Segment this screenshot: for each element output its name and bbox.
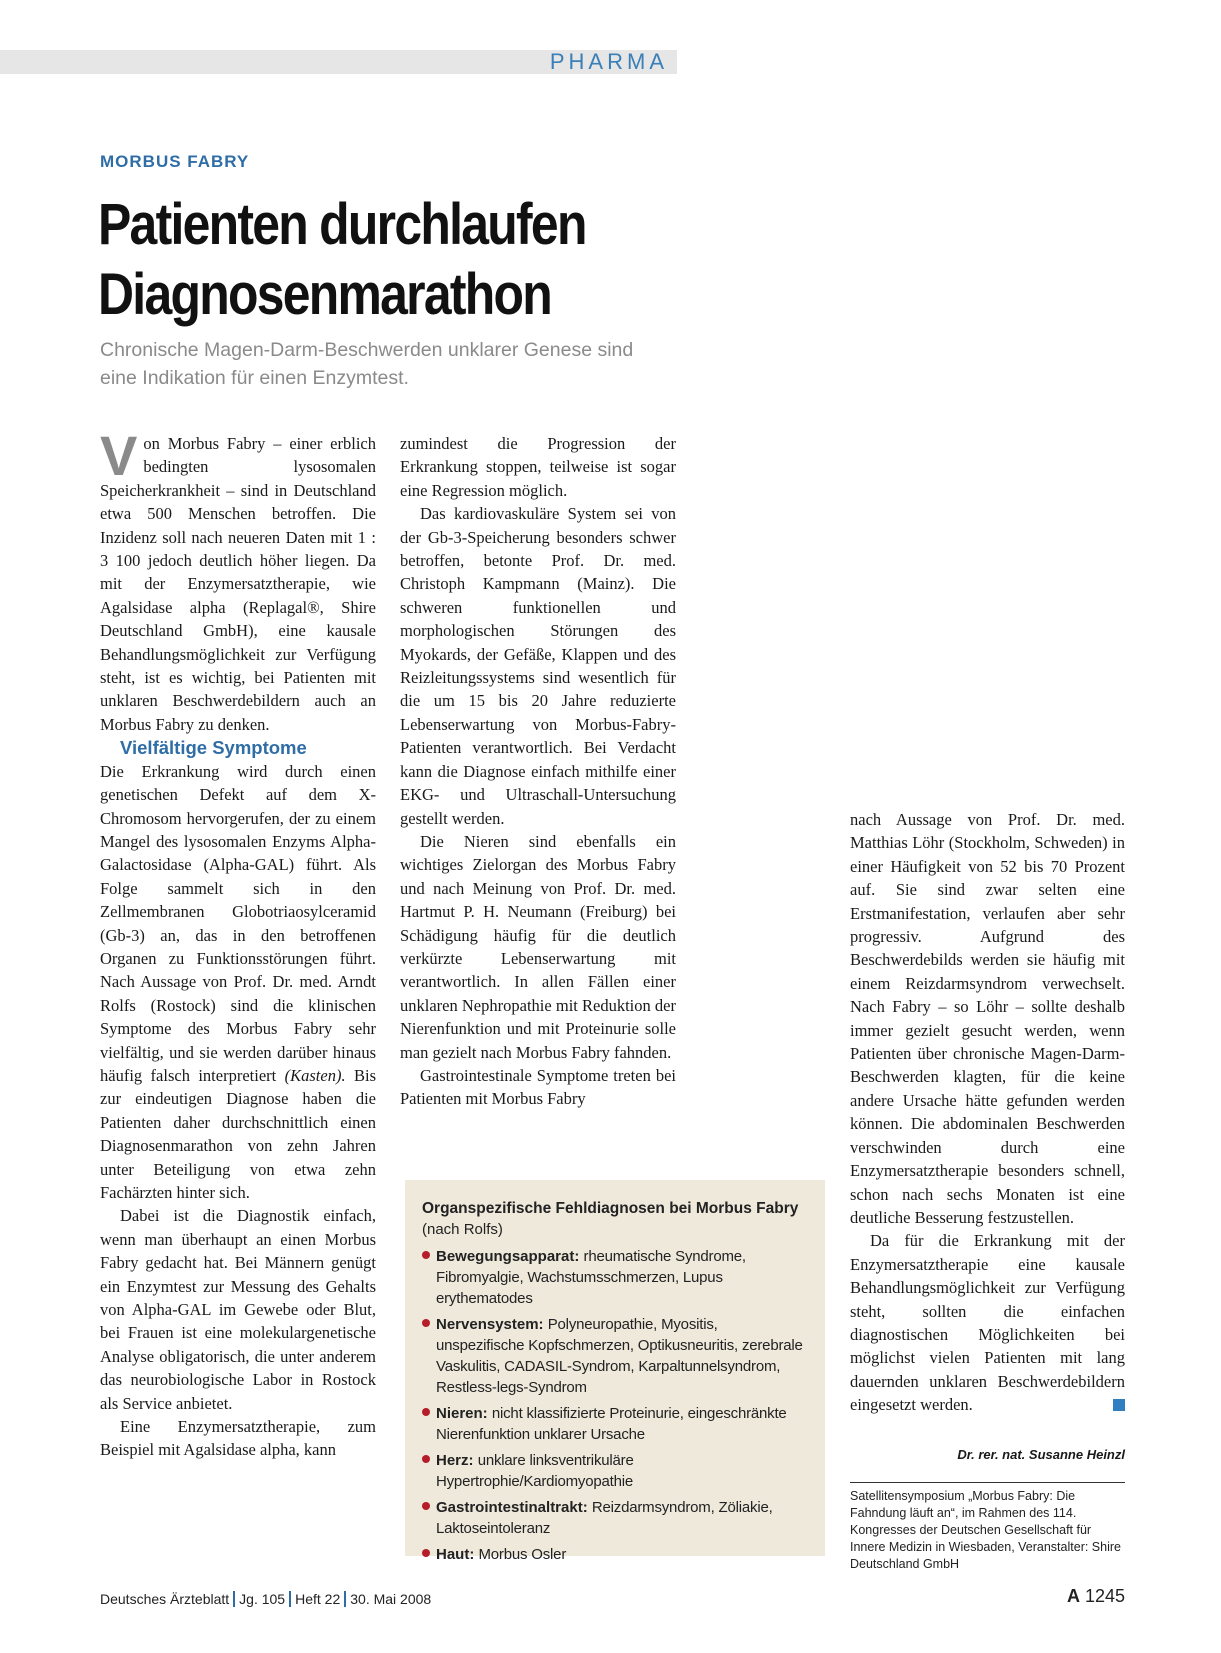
page-number [1040,1586,1125,1607]
headline-line-1: Patienten durchlaufen [98,192,586,257]
paragraph: Gastrointestinale Symptome treten bei Patienten mit Morbus Fabry [400,1065,676,1109]
paragraph-text: on Morbus Fabry – einer erblich bedingten lysosomalen Speicherkrankheit – sind in Deutschland etwa 500 Menschen betroffen. Die Inzidenz soll nach neueren Daten mit 1 : 3 100 jedoch deutlich höher liegen. Da mit der Enzymersatztherapie, wie Agalsidase alpha (Replagal®, Shire Deutschland GmbH), eine kausale Behandlungsmöglichkeit zur Verfügung steht, ist es wichtig, bei Patienten mit unklaren Beschwerdebildern auch an Morbus Fabry zu denken. [100,434,376,734]
article-subtitle: Chronische Magen-Darm-Beschwerden unklarer Genese sind eine Indikation für einen Enzymtest. [100,339,634,389]
page-number-value: 1245 [1084,1586,1125,1606]
info-box-source: (nach Rolfs) [422,1221,503,1238]
item-label: Haut: [436,1546,475,1563]
item-text: Reizdarmsyndrom, Zöliakie, Laktoseintoleranz [436,1499,773,1537]
paragraph [850,1229,1125,1416]
item-label: Bewegungsapparat: [436,1248,580,1265]
end-of-article-square-icon [1113,1399,1125,1411]
paragraph-text: Da für die Erkrankung mit der Enzymersatztherapie eine kausale Behandlungsmöglichkeit zur Verfügung steht, sollten die einfachen diagnostischen Möglichkeiten bei möglichst vielen Patienten mit lang dauernden unklaren Beschwerdebildern eingesetzt werden. [850,1231,1125,1415]
bullet-dot-icon [422,1251,430,1259]
author-byline: Dr. rer. nat. Susanne Heinzl [957,1447,1125,1462]
footer-separator [233,1591,235,1607]
note-divider [850,1482,1125,1483]
footer-separator [344,1591,346,1607]
info-box-item [422,1544,807,1565]
bullet-dot-icon [422,1408,430,1416]
journal-name: Deutsches Ärzteblatt [100,1591,230,1607]
article-headline [98,190,700,330]
item-text: Morbus Osler [478,1546,567,1563]
paragraph: Die Nieren sind ebenfalls ein wichtiges Zielorgan des Morbus Fabry und nach Meinung von Prof. Dr. med. Hartmut P. H. Neumann (Freiburg) bei Schädigung häufig für die deutlich verkürzte Lebenserwartung mit verantwortlich. In allen Fällen einer unklaren Nephropathie mit Reduktion der Nierenfunktion und mit Proteinurie solle man gezielt nach Morbus Fabry fahnden. [400,831,676,1062]
journal-issue: Heft 22 [295,1591,341,1607]
info-box-item [422,1403,807,1445]
text-column-1 [100,424,376,1462]
paragraph: zumindest die Progression der Erkrankung stoppen, teilweise ist sogar eine Regression möglich. [400,434,676,500]
info-box-title: Organspezifische Fehldiagnosen bei Morbus Fabry [422,1200,799,1217]
section-subheading: Vielfältige Symptome [120,737,307,759]
section-label: PHARMA [549,49,668,74]
item-text: unklare linksventrikuläre Hypertrophie/Kardiomyopathie [436,1452,634,1490]
paragraph-text: Die Erkrankung wird durch einen genetischen Defekt auf dem X-Chromosom hervorgerufen, der zu einem Mangel des lysosomalen Enzyms Alpha-Galactosidase (Alpha-GAL) führt. Als Folge sammelt sich in den Zellmembranen Globotriaosylceramid (Gb-3) an, das in den betroffenen Organen zu Funktionsstörungen führt. Nach Aussage von Prof. Dr. med. Arndt Rolfs (Rostock) sind die klinischen Symptome des Morbus Fabry sehr vielfältig, und sie werden darüber hinaus häufig falsch interpretiert [100,761,376,1085]
bullet-dot-icon [422,1549,430,1557]
drop-cap: V [100,424,138,487]
paragraph-text: Bis zur eindeutigen Diagnose haben die Patienten daher durchschnittlich einen Diagnosenmarathon von zehn Jahren unter Beteiligung von etwa zehn Fachärzten hinter sich. [100,1065,376,1202]
issue-date: 30. Mai 2008 [350,1591,432,1607]
paragraph: Das kardiovaskuläre System sei von der Gb-3-Speicherung besonders schwer betroffen, betonte Prof. Dr. med. Christoph Kampmann (Mainz). Die schweren funktionellen und morphologischen Störungen des Myokards, der Gefäße, Klappen und des Reizleitungssystems sind wesentlich für die um 15 bis 20 Jahre reduzierte Lebenserwartung von Morbus-Fabry-Patienten verantwortlich. Bei Verdacht kann die Diagnose einfach mithilfe einer EKG- und Ultraschall-Untersuchung gestellt werden. [400,504,676,828]
item-label: Nervensystem: [436,1316,544,1333]
footer-citation [100,1591,431,1607]
box-reference: (Kasten). [284,1065,346,1085]
article-kicker: MORBUS FABRY [100,152,250,171]
item-label: Gastrointestinaltrakt: [436,1499,588,1516]
event-note: Satellitensymposium „Morbus Fabry: Die Fahndung läuft an“, im Rahmen des 114. Kongresses der Deutschen Gesellschaft für Innere Medizin in Wiesbaden, Veranstalter: Shire Deutschland GmbH [850,1489,1121,1571]
info-box-item [422,1246,807,1309]
paragraph: Dabei ist die Diagnostik einfach, wenn man überhaupt an einen Morbus Fabry gedacht hat. Bei Männern genügt ein Enzymtest zur Messung des Gehalts von Alpha-GAL im Gewebe oder Blut, bei Frauen ist eine molekulargenetische Analyse obligatorisch, die unter anderem das neurobiologische Labor in Rostock als Service anbietet. [100,1206,376,1413]
bullet-dot-icon [422,1455,430,1463]
footer-separator [289,1591,291,1607]
paragraph [100,424,376,736]
bullet-dot-icon [422,1502,430,1510]
info-box [405,1180,825,1563]
paragraph [100,760,376,1205]
text-column-3 [850,808,1125,1417]
info-box-item [422,1314,807,1398]
item-text: nicht klassifizierte Proteinurie, eingeschränkte Nierenfunktion unklarer Ursache [436,1405,787,1443]
item-label: Nieren: [436,1405,488,1422]
page-prefix: A [1066,1586,1080,1606]
headline-line-2: Diagnosenmarathon [98,262,552,327]
paragraph: Eine Enzymersatztherapie, zum Beispiel mit Agalsidase alpha, kann [100,1417,376,1460]
paragraph: nach Aussage von Prof. Dr. med. Matthias Löhr (Stockholm, Schweden) in einer Häufigkeit von 52 bis 70 Prozent auf. Sie sind zwar selten eine Erstmanifestation, verlaufen aber sehr progressiv. Aufgrund des Beschwerdebilds werden sie häufig mit einem Reizdarmsyndrom verwechselt. Nach Fabry – so Löhr – sollte deshalb immer gezielt gesucht werden, wenn Patienten über chronische Magen-Darm-Beschwerden klagten, für die keine andere Ursache hätte gefunden werden können. Die abdominalen Beschwerden verschwinden durch eine Enzymersatztherapie besonders schnell, schon nach sechs Monaten ist eine deutliche Besserung festzustellen. [850,810,1125,1227]
item-text: rheumatische Syndrome, Fibromyalgie, Wachstumsschmerzen, Lupus erythematodes [436,1248,746,1307]
item-label: Herz: [436,1452,474,1469]
info-box-item [422,1497,807,1539]
item-text: Polyneuropathie, Myositis, unspezifische Kopfschmerzen, Optikusneuritis, zerebrale Vaskulitis, CADASIL-Syndrom, Karpaltunnelsyndrom, Restless-legs-Syndrom [436,1316,803,1396]
text-column-2 [400,432,676,1111]
bullet-dot-icon [422,1319,430,1327]
journal-volume: Jg. 105 [239,1591,286,1607]
info-box-item [422,1450,807,1492]
